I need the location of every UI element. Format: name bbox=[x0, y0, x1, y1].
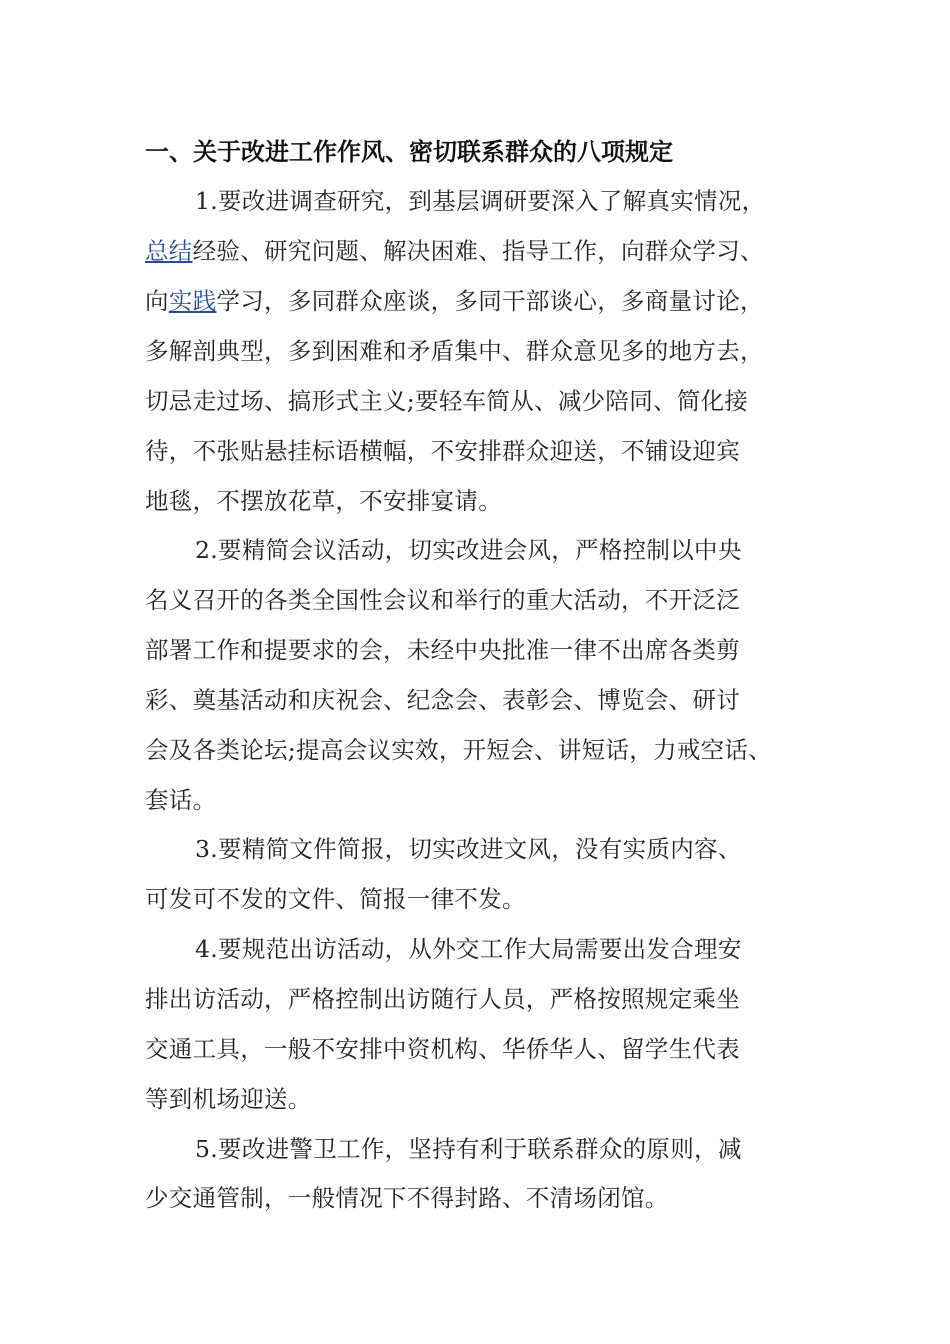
paragraph-line bbox=[195, 181, 765, 221]
paragraph-line bbox=[145, 979, 740, 1019]
line-text: 可发可不发的文件、简报一律不发。 bbox=[145, 885, 526, 913]
paragraph-line bbox=[145, 1178, 669, 1218]
line-text: 1.要改进调查研究，到基层调研要深入了解真实情况， bbox=[195, 187, 766, 215]
line-text: 2.要精简会议活动，切实改进会风，严格控制以中央 bbox=[195, 536, 742, 564]
paragraph-line bbox=[195, 530, 742, 570]
line-text: 名义召开的各类全国性会议和举行的重大活动，不开泛泛 bbox=[145, 586, 740, 614]
line-text: 待，不张贴悬挂标语横幅，不安排群众迎送，不铺设迎宾 bbox=[145, 437, 740, 465]
paragraph-line bbox=[195, 929, 742, 969]
line-text: 3.要精简文件简报，切实改进文风，没有实质内容、 bbox=[195, 835, 742, 863]
paragraph-line bbox=[145, 680, 740, 720]
line-text: 套话。 bbox=[145, 786, 217, 814]
line-text: 5.要改进警卫工作，坚持有利于联系群众的原则，减 bbox=[195, 1135, 742, 1163]
line-text: 排出访活动，严格控制出访随行人员，严格按照规定乘坐 bbox=[145, 985, 740, 1013]
line-text: 会及各类论坛;提高会议实效，开短会、讲短话，力戒空话、 bbox=[145, 736, 773, 764]
line-text: 少交通管制，一般情况下不得封路、不清场闭馆。 bbox=[145, 1184, 669, 1212]
line-text: 4.要规范出访活动，从外交工作大局需要出发合理安 bbox=[195, 935, 742, 963]
summary-link[interactable]: 总结 bbox=[145, 237, 193, 265]
paragraph-line bbox=[145, 331, 764, 371]
line-text: 经验、研究问题、解决困难、指导工作，向群众学习、 bbox=[192, 237, 764, 265]
line-text: 交通工具，一般不安排中资机构、华侨华人、留学生代表 bbox=[145, 1035, 740, 1063]
paragraph-line bbox=[145, 879, 526, 919]
section-heading: 一、关于改进工作作风、密切联系群众的八项规定 bbox=[145, 137, 673, 166]
paragraph-line bbox=[145, 431, 740, 471]
paragraph-line bbox=[145, 1029, 740, 1069]
line-text: 向 bbox=[145, 287, 169, 315]
line-text: 多解剖典型，多到困难和矛盾集中、群众意见多的地方去， bbox=[145, 337, 764, 365]
paragraph-line bbox=[145, 481, 502, 521]
line-text: 彩、奠基活动和庆祝会、纪念会、表彰会、博览会、研讨 bbox=[145, 686, 740, 714]
paragraph-line bbox=[145, 381, 748, 421]
paragraph-line bbox=[195, 829, 742, 869]
paragraph-line bbox=[145, 1079, 312, 1119]
line-text: 地毯，不摆放花草，不安排宴请。 bbox=[145, 487, 502, 515]
paragraph-line bbox=[145, 231, 764, 271]
practice-link[interactable]: 实践 bbox=[168, 287, 217, 315]
paragraph-line bbox=[145, 580, 740, 620]
paragraph-line bbox=[145, 780, 216, 820]
line-text: 部署工作和提要求的会，未经中央批准一律不出席各类剪 bbox=[145, 636, 740, 664]
paragraph-line bbox=[145, 630, 740, 670]
line-text: 学习，多同群众座谈，多同干部谈心，多商量讨论， bbox=[216, 287, 764, 315]
line-text: 切忌走过场、搞形式主义;要轻车简从、减少陪同、简化接 bbox=[145, 387, 749, 415]
paragraph-line bbox=[145, 730, 772, 770]
line-text: 等到机场迎送。 bbox=[145, 1085, 312, 1113]
paragraph-line bbox=[145, 281, 764, 321]
paragraph-line bbox=[195, 1129, 742, 1169]
